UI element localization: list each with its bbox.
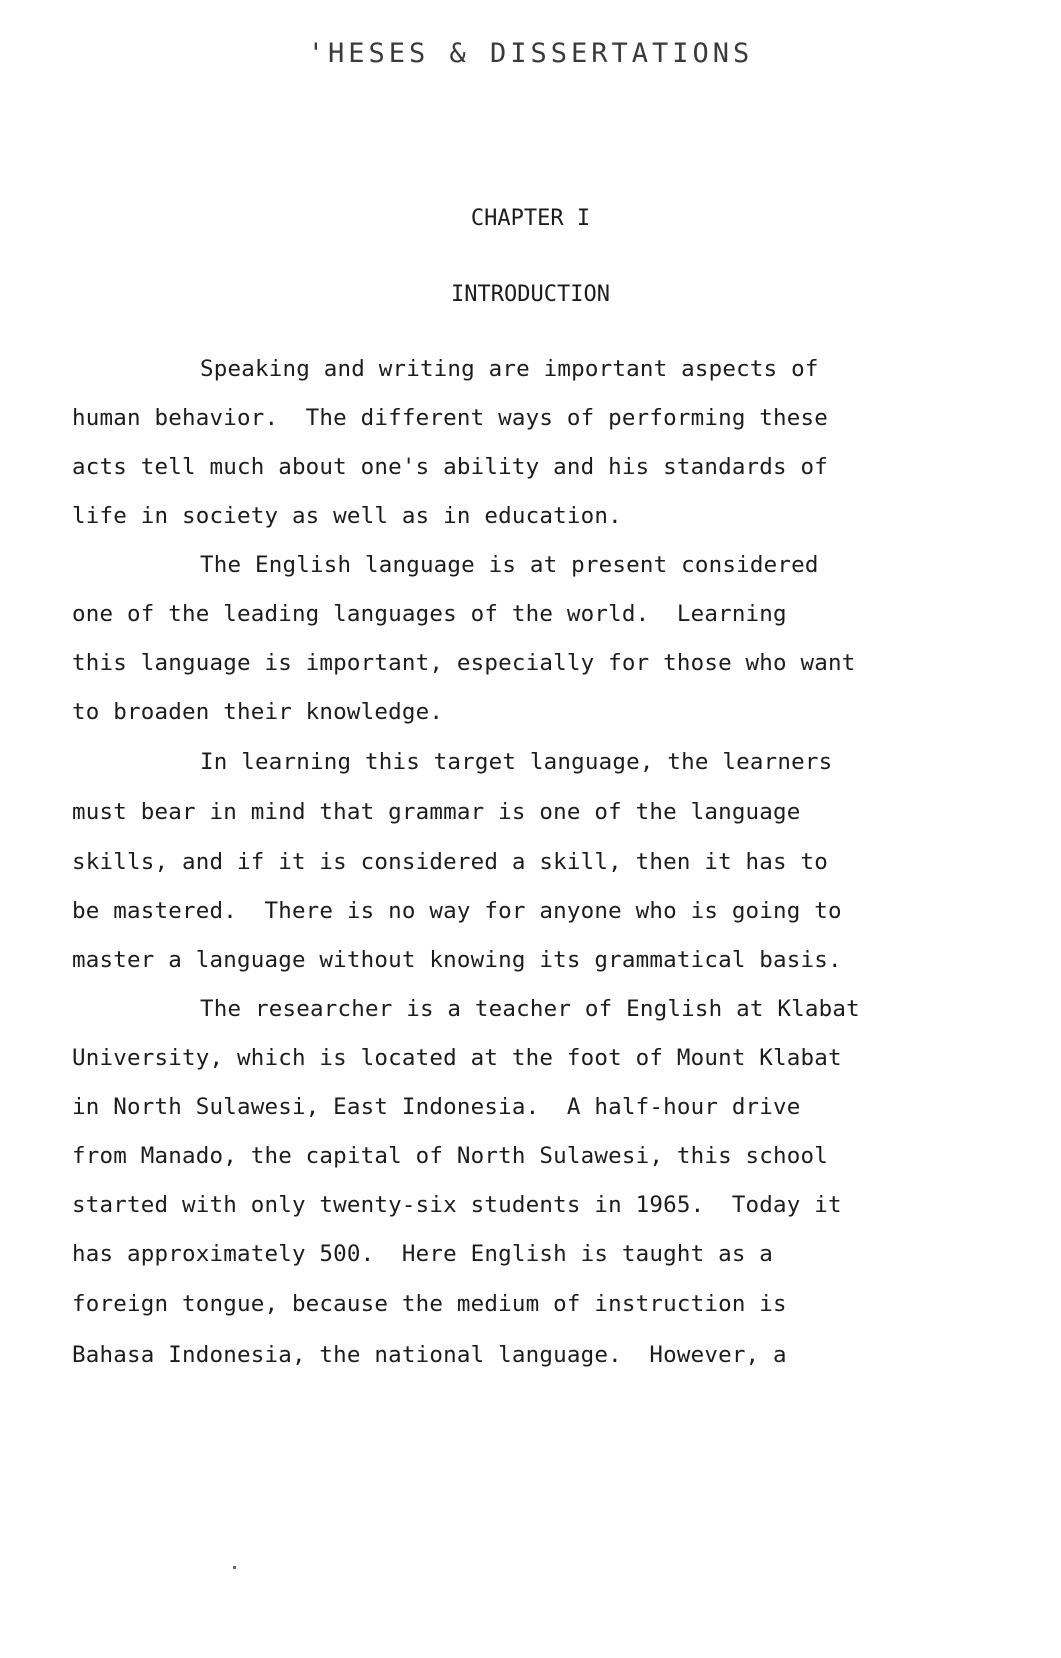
text-line: Bahasa Indonesia, the national language. However, a: [72, 1342, 787, 1368]
text-line: In learning this target language, the learners: [200, 749, 833, 775]
text-line: be mastered. There is no way for anyone who is going to: [72, 898, 842, 924]
text-line: to broaden their knowledge.: [72, 699, 444, 725]
theses-dissertations-stamp: 'HESES & DISSERTATIONS: [307, 38, 754, 69]
text-line: The English language is at present considered: [200, 552, 819, 578]
text-line: Speaking and writing are important aspects of: [200, 356, 819, 382]
text-line: master a language without knowing its grammatical basis.: [72, 947, 842, 973]
text-line: life in society as well as in education.: [72, 503, 622, 529]
text-line: acts tell much about one's ability and his standards of: [72, 454, 829, 480]
text-line: skills, and if it is considered a skill, then it has to: [72, 849, 829, 875]
text-line: human behavior. The different ways of performing these: [72, 405, 829, 431]
chapter-title: INTRODUCTION: [451, 282, 610, 307]
scan-speck: [233, 1566, 236, 1569]
text-line: University, which is located at the foot of Mount Klabat: [72, 1045, 842, 1071]
text-line: this language is important, especially for those who want: [72, 650, 856, 676]
text-line: in North Sulawesi, East Indonesia. A half-hour drive: [72, 1094, 801, 1120]
text-line: one of the leading languages of the world. Learning: [72, 601, 787, 627]
chapter-number: CHAPTER I: [470, 206, 591, 231]
text-line: foreign tongue, because the medium of instruction is: [72, 1291, 787, 1317]
text-line: from Manado, the capital of North Sulawesi, this school: [72, 1143, 829, 1169]
text-line: has approximately 500. Here English is taught as a: [72, 1241, 774, 1267]
text-line: must bear in mind that grammar is one of the language: [72, 799, 801, 825]
text-line: started with only twenty-six students in 1965. Today it: [72, 1192, 842, 1218]
text-line: The researcher is a teacher of English at Klabat: [200, 996, 860, 1022]
